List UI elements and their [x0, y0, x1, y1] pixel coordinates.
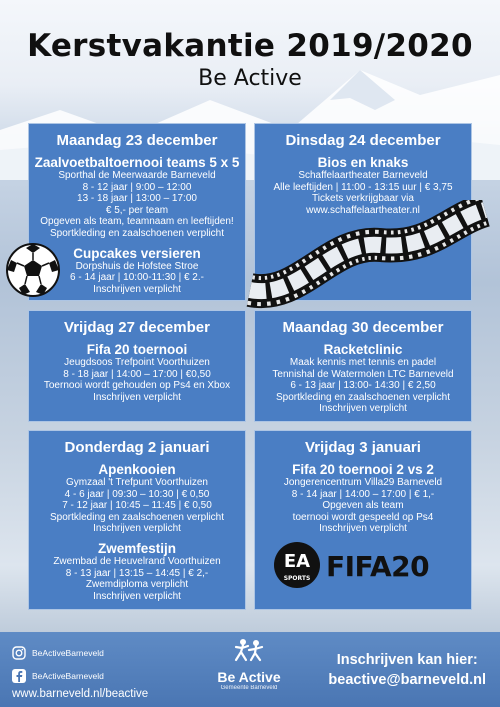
- event-line: Opgeven als team: [322, 500, 404, 512]
- event-line: Alle leeftijden | 11:00 - 13:15 uur | € 3,75: [273, 181, 453, 193]
- event-line: Sportkleding en zaalschoenen verplicht: [276, 391, 450, 403]
- event-line: 7 - 12 jaar | 10:45 – 11:45 | € 0,50: [62, 500, 212, 512]
- facebook-link[interactable]: [12, 669, 104, 683]
- event-line: Zwembad de Heuvelrand Voorthuizen: [53, 555, 221, 567]
- event-line: 4 - 6 jaar | 09:30 – 10:30 | € 0,50: [64, 488, 210, 500]
- ea-sports-text: SPORTS: [283, 575, 311, 582]
- event-line: Sportkleding en zaalschoenen verplicht: [50, 227, 224, 239]
- card-day: Maandag 30 december: [282, 319, 444, 336]
- event-line: Inschrijven verplicht: [93, 590, 181, 602]
- event-line: Schaffelaartheater Barneveld: [298, 170, 428, 181]
- instagram-link[interactable]: [12, 646, 104, 660]
- event-title: Fifa 20 toernooi 2 vs 2: [292, 462, 434, 477]
- card-day: Vrijdag 3 januari: [305, 439, 421, 456]
- event-line: Toernooi wordt gehouden op Ps4 en Xbox: [43, 380, 231, 392]
- event-title: Cupcakes versieren: [73, 245, 201, 261]
- card-thursday-2-january: [28, 430, 246, 610]
- event-line: 8 - 12 jaar | 9:00 – 12:00: [82, 181, 192, 193]
- card-day: Donderdag 2 januari: [64, 439, 210, 456]
- be-active-figures-icon: [232, 638, 266, 662]
- event-line: Tickets verkrijgbaar via: [312, 193, 414, 205]
- event-line: Inschrijven verplicht: [93, 283, 181, 295]
- event-line: Sportkleding en zaalschoenen verplicht: [50, 511, 224, 523]
- event-title: Bios en knaks: [317, 155, 409, 170]
- event-line: Inschrijven verplicht: [93, 391, 181, 403]
- ea-logo-text: EA: [283, 551, 311, 572]
- facebook-icon: [12, 669, 26, 683]
- card-day: Maandag 23 december: [56, 132, 218, 149]
- signup-label: Inschrijven kan hier:: [336, 652, 478, 668]
- event-line: Inschrijven verplicht: [93, 523, 181, 535]
- page-subtitle: Be Active: [198, 66, 302, 91]
- instagram-icon: [12, 646, 26, 660]
- be-active-brand: [194, 638, 304, 691]
- event-line: Sporthal de Meerwaarde Barneveld: [58, 170, 216, 181]
- brand-tagline: Gemeente Barneveld: [220, 685, 278, 691]
- card-monday-30-december: [254, 310, 472, 422]
- footer: [0, 632, 500, 707]
- event-line: 8 - 18 jaar | 14:00 – 17:00 | €0,50: [63, 368, 211, 380]
- event-line: Inschrijven verplicht: [319, 403, 407, 415]
- website-link[interactable]: www.barneveld.nl/beactive: [12, 688, 149, 700]
- event-title: Zwemfestijn: [97, 540, 176, 556]
- event-title: Zaalvoetbaltoernooi teams 5 x 5: [34, 155, 240, 170]
- event-line: Opgeven als team, teamnaam en leeftijden!: [40, 216, 234, 228]
- signup-email-link[interactable]: beactive@barneveld.nl: [328, 672, 486, 688]
- event-title: Apenkooien: [98, 462, 176, 477]
- event-line: toernooi wordt gespeeld op Ps4: [292, 511, 434, 523]
- film-strip-icon: [240, 200, 490, 310]
- event-line: Gymzaal 't Trefpunt Voorthuizen: [66, 477, 208, 488]
- soccer-ball-icon: [5, 242, 61, 298]
- event-line: Inschrijven verplicht: [319, 523, 407, 535]
- page-title: Kerstvakantie 2019/2020: [27, 28, 473, 64]
- instagram-handle: BeActiveBarneveld: [32, 648, 104, 658]
- event-line: € 5,- per team: [105, 204, 169, 216]
- event-line: 13 - 18 jaar | 13:00 – 17:00: [77, 193, 197, 205]
- card-day: Vrijdag 27 december: [64, 319, 210, 336]
- card-day: Dinsdag 24 december: [285, 132, 441, 149]
- signup-cta: [328, 652, 486, 688]
- event-title: Racketclinic: [323, 342, 403, 357]
- event-line: Zwemdiploma verplicht: [85, 579, 189, 591]
- event-line: 8 - 14 jaar | 14:00 – 17:00 | € 1,-: [291, 488, 435, 500]
- card-friday-27-december: [28, 310, 246, 422]
- event-line: Jongerencentrum Villa29 Barneveld: [283, 477, 443, 488]
- event-line: Tennishal de Watermolen LTC Barneveld: [272, 368, 454, 380]
- event-line: www.schaffelaartheater.nl: [306, 204, 420, 216]
- event-line: Jeugdsoos Trefpoint Voorthuizen: [64, 357, 210, 368]
- event-line: 8 - 13 jaar | 13:15 – 14:45 | € 2,-: [65, 567, 209, 579]
- brand-name: Be Active: [217, 669, 281, 685]
- event-line: 6 - 14 jaar | 10:00-11:30 | € 2.-: [70, 272, 204, 284]
- event-line: Dorpshuis de Hofstee Stroe: [75, 260, 199, 272]
- event-title: Fifa 20 toernooi: [86, 342, 188, 357]
- ea-fifa20-logo: [272, 540, 462, 590]
- facebook-handle: BeActiveBarneveld: [32, 671, 104, 681]
- fifa20-text: FIFA20: [326, 550, 430, 583]
- event-line: 6 - 13 jaar | 13:00- 14:30 | € 2,50: [290, 380, 436, 392]
- event-line: Maak kennis met tennis en padel: [289, 357, 437, 368]
